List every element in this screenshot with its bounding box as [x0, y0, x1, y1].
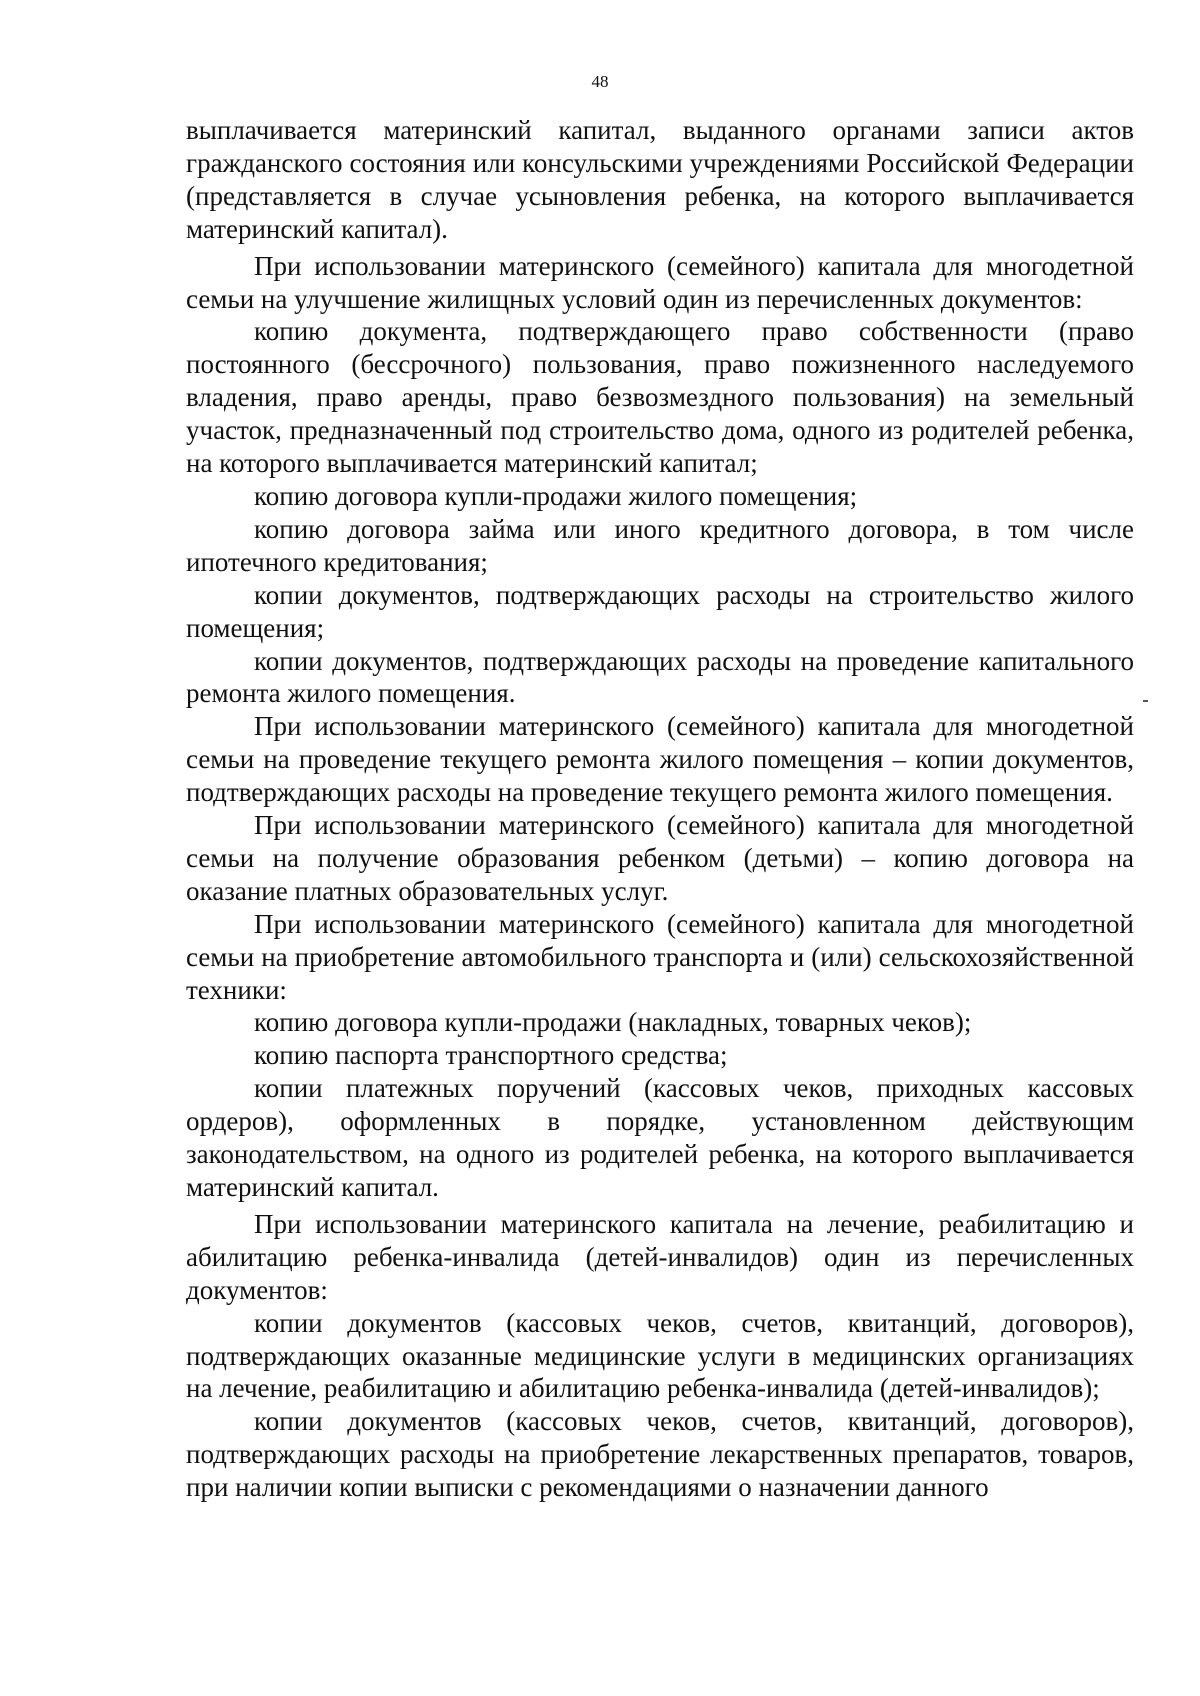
paragraph-continuation: выплачивается материнский капитал, выданного органами записи актов гражданского состояния или консульскими учреждениями Российской Федерации (представляется в случае усыновления ребенка, на которого выплачивается материнский капитал).	[186, 115, 1134, 244]
paragraph: копии документов (кассовых чеков, счетов, квитанций, договоров), подтверждающих расходы на приобретение лекарственных препаратов, товаров, при наличии копии выписки с рекомендациями о назначении данного	[186, 1406, 1134, 1503]
paragraph: копию договора купли-продажи (накладных, товарных чеков);	[254, 1007, 972, 1038]
paragraph: При использовании материнского (семейного) капитала для многодетной семьи на получение образования ребенком (детьми) – копию договора на оказание платных образовательных услуг.	[186, 810, 1134, 906]
paragraph: копию документа, подтверждающего право собственности (право постоянного (бессрочного) пользования, право пожизненного наследуемого владения, право аренды, право безвозмездного пользования) на земельный участок, предназначенный под строительство дома, одного из родителей ребенка, на которого выплачивается материнский капитал;	[186, 316, 1134, 479]
paragraph: копию договора купли-продажи жилого помещения;	[254, 480, 858, 511]
paragraph: копию договора займа или иного кредитного договора, в том числе ипотечного кредитования;	[186, 513, 1134, 577]
paragraph: копии документов, подтверждающих расходы на проведение капитального ремонта жилого помещения.	[186, 645, 1134, 709]
paragraph: При использовании материнского капитала на лечение, реабилитацию и абилитацию ребенка-инвалида (детей-инвалидов) один из перечисленных документов:	[186, 1208, 1134, 1305]
paragraph: копию паспорта транспортного средства;	[254, 1040, 728, 1071]
paragraph: При использовании материнского (семейного) капитала для многодетной семьи на улучшение жилищных условий один из перечисленных документов:	[186, 250, 1134, 314]
paragraph: копии платежных поручений (кассовых чеков, приходных кассовых ордеров), оформленных в порядке, установленном действующим законодательством, на одного из родителей ребенка, на которого выплачивается материнский капитал.	[186, 1073, 1134, 1202]
paragraph: копии документов (кассовых чеков, счетов, квитанций, договоров), подтверждающих оказанные медицинские услуги в медицинских организациях на лечение, реабилитацию и абилитацию ребенка-инвалида (детей-инвалидов);	[186, 1307, 1134, 1404]
scan-artifact-mark	[1143, 700, 1148, 702]
paragraph: При использовании материнского (семейного) капитала для многодетной семьи на приобретение автомобильного транспорта и (или) сельскохозяйственной техники:	[186, 908, 1134, 1005]
paragraph: При использовании материнского (семейного) капитала для многодетной семьи на проведение текущего ремонта жилого помещения – копии документов, подтверждающих расходы на проведение текущего ремонта жилого помещения.	[186, 711, 1134, 808]
paragraph: копии документов, подтверждающих расходы на строительство жилого помещения;	[186, 579, 1134, 643]
document-body	[186, 114, 1134, 1504]
page-number: 48	[591, 72, 609, 91]
